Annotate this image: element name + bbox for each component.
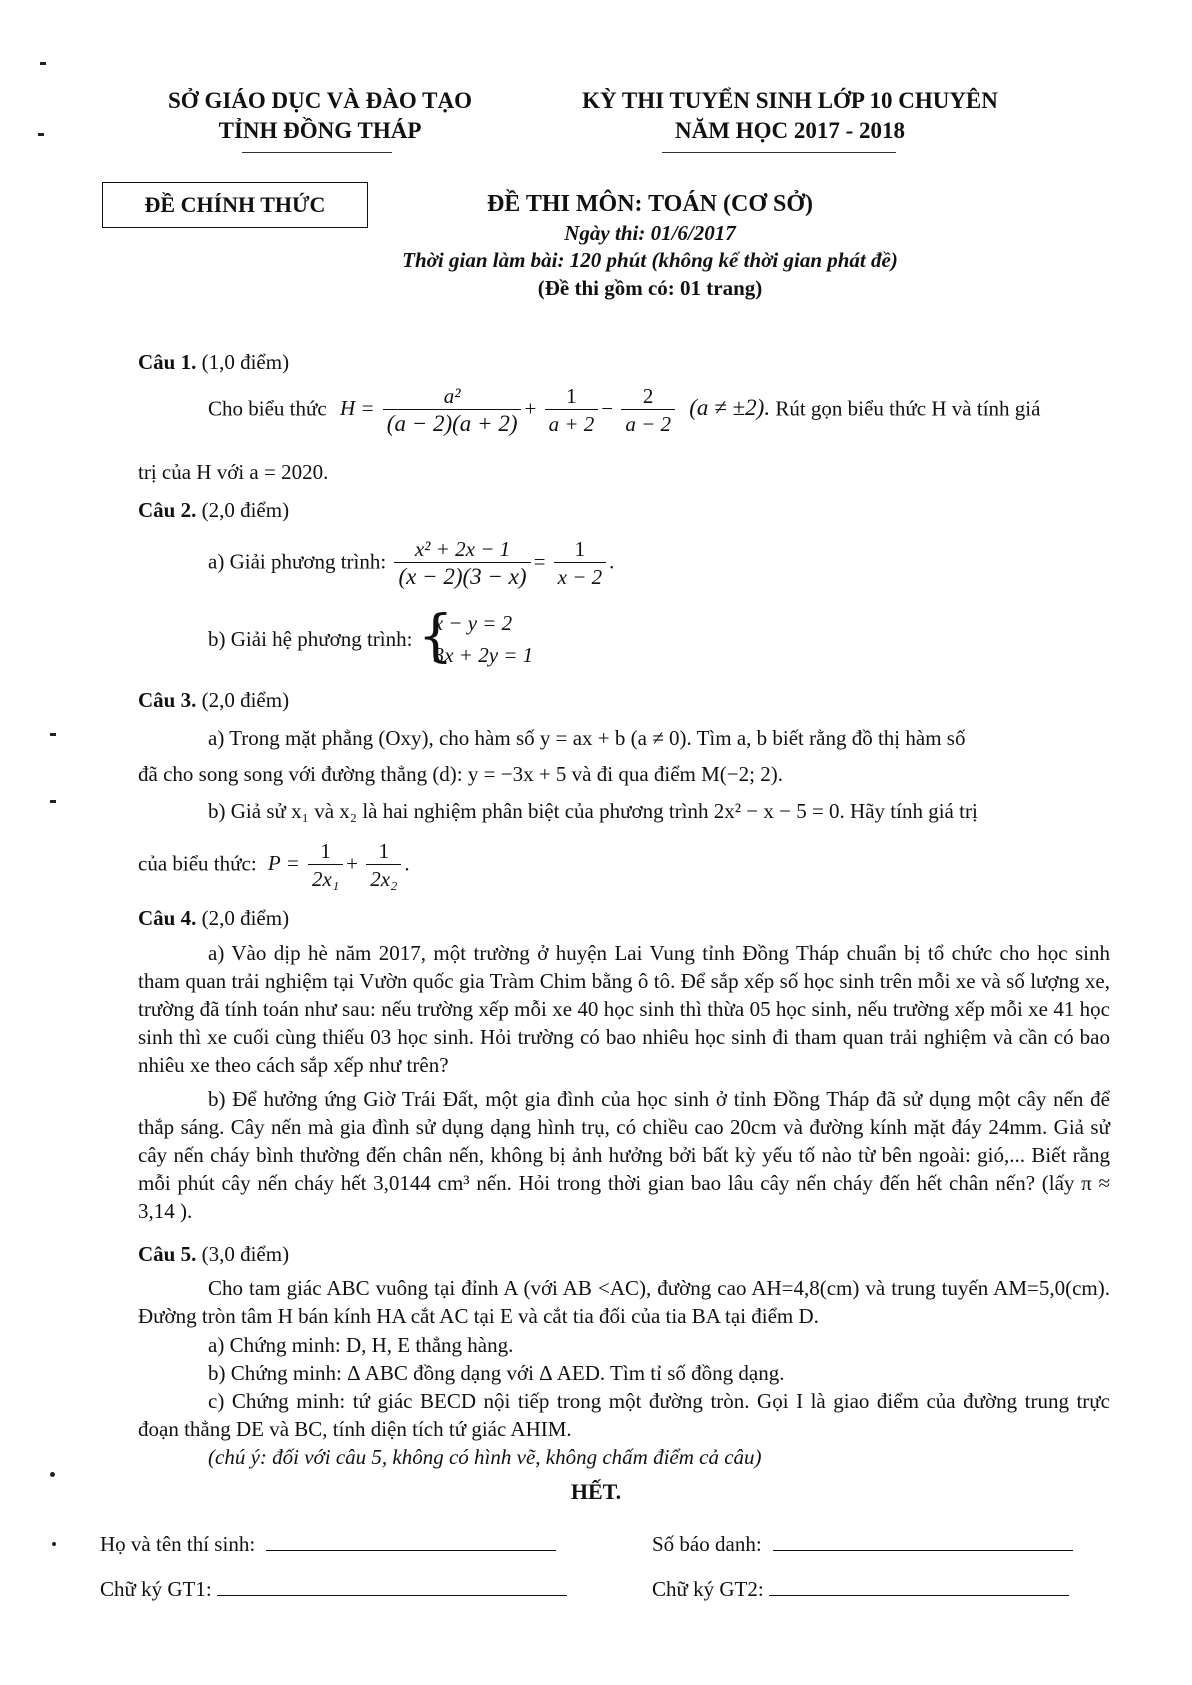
sig1-field[interactable]	[217, 1573, 567, 1596]
id-label: Số báo danh:	[652, 1532, 762, 1556]
q3-points: (2,0 điểm)	[201, 688, 290, 712]
q4-points: (2,0 điểm)	[201, 906, 290, 930]
header-right-rule	[662, 152, 896, 153]
q2a-right-denominator: x − 2	[554, 562, 607, 591]
header-right	[560, 86, 1020, 146]
q3a-line2: đã cho song song với đường thẳng (d): y = −3x + 5 và đi qua điểm M(−2; 2).	[138, 762, 783, 786]
q2a-fraction-right	[554, 536, 607, 591]
brace-icon: {	[417, 604, 454, 669]
sig2-field[interactable]	[769, 1573, 1069, 1596]
end-marker: HẾT.	[570, 1479, 622, 1504]
header-left	[130, 86, 510, 146]
candidate-id-field[interactable]	[773, 1528, 1073, 1551]
q1-expression-line: Cho biểu thức H = $\frac{\text{a²}}{(a - 2)(a + 2)}$ + $\frac{1}{a + 2}$ − $\frac{2}{a - 2}$ (a ≠ ±2). Rút gọn biểu thức H và tính giá	[208, 384, 1041, 436]
q1-lhs: H =	[339, 396, 375, 421]
q1-line2: trị của H với a = 2020.	[138, 460, 329, 484]
q3a-line1: a) Trong mặt phẳng (Oxy), cho hàm số y = ax + b (a ≠ 0). Tìm a, b biết rằng đồ thị hàm số	[208, 726, 966, 750]
sig1-label: Chữ ký GT1:	[100, 1577, 212, 1601]
header-left-rule	[242, 152, 392, 153]
footer-id	[652, 1528, 1073, 1558]
department-name: SỞ GIÁO DỤC VÀ ĐÀO TẠO	[168, 88, 472, 113]
q5c: c) Chứng minh: tứ giác BECD nội tiếp trong một đường tròn. Gọi I là giao điểm của đường trung trực đoạn thẳng DE và BC, tính diện tích tứ giác AHIM.	[138, 1389, 1110, 1441]
province-name: TỈNH ĐỒNG THÁP	[218, 118, 422, 143]
exam-duration: Thời gian làm bài: 120 phút (không kể thời gian phát đề)	[402, 248, 898, 272]
footer-name	[100, 1528, 556, 1558]
school-year: NĂM HỌC 2017 - 2018	[675, 118, 905, 143]
q1-label: Câu 1.	[138, 350, 197, 374]
q2b-eq2: 3x + 2y = 1	[433, 643, 534, 667]
q1-f2-numerator: 1	[566, 384, 577, 408]
q1-f2-denominator: a + 2	[545, 409, 599, 438]
footer-sig2	[652, 1573, 1069, 1603]
q4b-paragraph: b) Để hưởng ứng Giờ Trái Đất, một gia đình của học sinh ở tỉnh Đồng Tháp đã sử dụng một cây nến để thắp sáng. Cây nến mà gia đình sử dụng dạng hình trụ, có chiều cao 20cm và đường kính mặt đáy 24mm. Giả sử cây nến cháy bình thường đến chân nến, không bị ảnh hưởng bởi bất kỳ yếu tố nào từ bên ngoài: gió,... Biết rằng mỗi phút cây nến cháy hết 3,0144 cm³ nến. Hỏi trong thời gian bao lâu cây nến cháy đến hết chân nến? (lấy π ≈ 3,14 ).	[138, 1087, 1110, 1223]
q4a-paragraph: a) Vào dịp hè năm 2017, một trường ở huyện Lai Vung tỉnh Đồng Tháp chuẩn bị tổ chức cho học sinh tham quan trải nghiệm tại Vườn quốc gia Tràm Chim bằng ô tô. Để sắp xếp số học sinh trên mỗi xe và số lượng xe, trường đã tính toán như sau: nếu trường xếp mỗi xe 40 học sinh thì thừa 05 học sinh, nếu trường xếp mỗi xe 41 học sinh thì xe cuối cùng thiếu 03 học sinh. Hỏi trường có bao nhiêu học sinh đi tham quan trải nghiệm và cần có bao nhiêu xe theo cách sắp xếp như trên?	[138, 941, 1110, 1077]
exam-date: Ngày thi: 01/6/2017	[564, 221, 736, 245]
q1-f1-denominator: (a − 2)(a + 2)	[383, 409, 522, 438]
name-field[interactable]	[266, 1528, 556, 1551]
q5b: b) Chứng minh: Δ ABC đồng dạng với Δ AED. Tìm tỉ số đồng dạng.	[208, 1361, 785, 1385]
q1-fraction-1	[383, 383, 522, 438]
name-label: Họ và tên thí sinh:	[100, 1532, 256, 1556]
scan-mark	[38, 133, 44, 136]
q3b-f2-denominator: 2x₂	[366, 864, 401, 893]
q1-f1-numerator: a²	[443, 384, 461, 408]
q2a-text: a) Giải phương trình:	[208, 549, 387, 574]
q5-label: Câu 5.	[138, 1242, 197, 1266]
q3b-fraction-2	[366, 838, 401, 893]
q4-heading	[138, 904, 289, 932]
q2-heading	[138, 496, 289, 524]
q2-label: Câu 2.	[138, 498, 197, 522]
q5a: a) Chứng minh: D, H, E thẳng hàng.	[208, 1333, 514, 1357]
exam-title: ĐỀ THI MÔN: TOÁN (CƠ SỞ)	[486, 191, 814, 217]
q3b-f2-numerator: 1	[378, 839, 390, 863]
q1-fraction-3	[621, 383, 675, 438]
q1-fraction-2	[545, 383, 599, 438]
q5-points: (3,0 điểm)	[201, 1242, 290, 1266]
q2b-eq1: x − y = 2	[433, 611, 513, 635]
q4-label: Câu 4.	[138, 906, 197, 930]
q1-f3-denominator: a − 2	[621, 409, 675, 438]
scan-mark	[50, 733, 56, 736]
q3b-lhs: P =	[267, 851, 300, 876]
q5-heading	[138, 1240, 289, 1268]
q2b-text: b) Giải hệ phương trình:	[208, 627, 413, 651]
scan-mark	[52, 1542, 56, 1546]
q3b-line2: của biểu thức: P = $\frac{1}{\text{2x₁}}$ + $\frac{1}{\text{2x₂}}$ .	[138, 839, 410, 891]
q1-f3-numerator: 2	[642, 384, 654, 408]
exam-info	[300, 188, 1000, 302]
exam-pages: (Đề thi gồm có: 01 trang)	[537, 276, 763, 300]
q1-condition: (a ≠ ±2).	[689, 395, 771, 421]
q3b-f1-denominator: 2x₁	[308, 864, 343, 893]
q5-intro: Cho tam giác ABC vuông tại đỉnh A (với AB <AC), đường cao AH=4,8(cm) và trung tuyến AM=5,0(cm). Đường tròn tâm H bán kính HA cắt AC tại E và cắt tia đối của tia BA tại điểm D.	[138, 1276, 1110, 1328]
q2a-right-numerator: 1	[574, 537, 586, 561]
q1-task: Rút gọn biểu thức H và tính giá	[775, 396, 1041, 421]
q3b-text: của biểu thức:	[138, 851, 257, 876]
scan-mark	[50, 800, 56, 803]
exam-name: KỲ THI TUYỂN SINH LỚP 10 CHUYÊN	[582, 88, 998, 113]
q2b-line	[208, 604, 534, 671]
q3-heading	[138, 686, 289, 714]
q3-label: Câu 3.	[138, 688, 197, 712]
q3b-line1: b) Giả sử x₁ và x₂ là hai nghiệm phân biệt của phương trình 2x² − x − 5 = 0. Hãy tính giá trị	[208, 799, 978, 823]
sig2-label: Chữ ký GT2:	[652, 1577, 764, 1601]
q2b-system	[417, 604, 534, 671]
scan-mark	[40, 62, 46, 65]
q2a-denominator: (x − 2)(3 − x)	[394, 562, 530, 591]
q1-heading	[138, 348, 289, 376]
q2a-numerator: x² + 2x − 1	[414, 537, 511, 561]
q2a-line: a) Giải phương trình: $\frac{\text{x² + 2x − 1}}{(x - 2)(3 - x)}$ = $\frac{1}{x - 2}$ .	[208, 537, 615, 589]
q2-points: (2,0 điểm)	[201, 498, 290, 522]
q1-intro: Cho biểu thức	[208, 396, 327, 421]
official-label: ĐỀ CHÍNH THỨC	[144, 192, 326, 217]
q5-note: (chú ý: đối với câu 5, không có hình vẽ, không chấm điểm cả câu)	[208, 1445, 762, 1469]
q1-points: (1,0 điểm)	[201, 350, 290, 374]
footer-sig1	[100, 1573, 567, 1603]
q2a-fraction-left	[394, 536, 530, 591]
q3b-f1-numerator: 1	[320, 839, 331, 863]
q3b-fraction-1	[308, 838, 343, 893]
